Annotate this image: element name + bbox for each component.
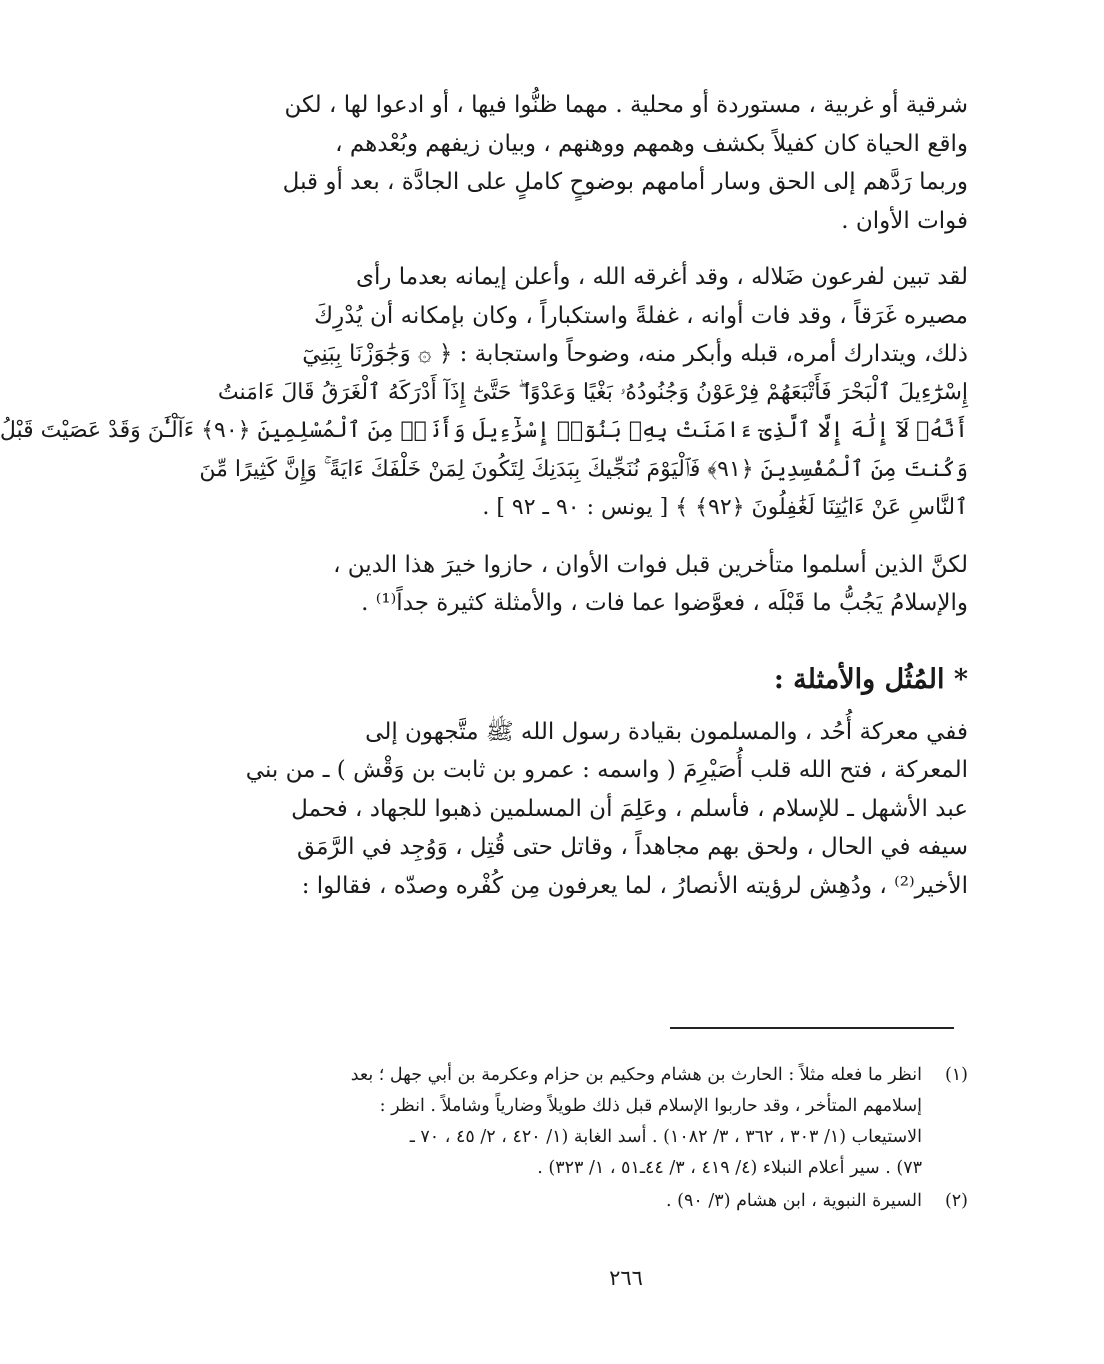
footnote-line: السيرة النبوية ، ابن هشام (٣/ ٩٠) . bbox=[666, 1191, 922, 1211]
page-number: ٢٦٦ bbox=[609, 1266, 643, 1290]
text-line: لقد تبين لفرعون ضَلاله ، وقد أغرقه الله ، وأعلن إيمانه بعدما رأى bbox=[355, 264, 968, 290]
footnote-line: ٧٣) . سير أعلام النبلاء (٤/ ٤١٩ ، ٣/ ٤٤ـ٥١ ، ١/ ٣٢٣) . bbox=[537, 1158, 922, 1178]
paragraph-4 bbox=[245, 713, 968, 906]
quran-verse-line: أَنَّهُۥ لَآ إِلَٰهَ إِلَّا ٱلَّذِىٓ ءَامَنَتْ بِهِۦ بَنُوٓا۟ إِسْرَٰٓءِيلَ وَأَنَا۠ مِنَ ٱلْمُسْلِمِينَ ﴿٩٠﴾ ءَآلْـَٰٔنَ وَقَدْ عَصَيْتَ قَبْلُ bbox=[0, 418, 968, 443]
text-line: ذلك، ويتدارك أمره، قبله وأبكر منه، وضوحاً واستجابة : ﴿ ۞ وَجَٰوَزْنَا بِبَنِيٓ bbox=[302, 341, 968, 367]
footnote-divider bbox=[670, 1027, 954, 1029]
footnotes bbox=[254, 1060, 968, 1219]
footnote-line: إسلامهم المتأخر ، وقد حاربوا الإسلام قبل ذلك طويلاً وضارياً وشاملاً . انظر : bbox=[379, 1096, 922, 1116]
text-line: فوات الأوان . bbox=[841, 207, 968, 234]
paragraph-2-quran-quote bbox=[0, 258, 968, 528]
paragraph-3 bbox=[254, 546, 968, 623]
section-heading: * المُثُل والأمثلة : bbox=[773, 663, 968, 695]
quran-verse-line: وَكُنتَ مِنَ ٱلْمُفْسِدِينَ ﴿٩١﴾ فَٱلْيَوْمَ نُنَجِّيكَ بِبَدَنِكَ لِتَكُونَ لِمَنْ خَلْفَكَ ءَايَةً ۚ وَإِنَّ كَثِيرًا مِّنَ bbox=[199, 456, 968, 482]
footnote-number: (٢) bbox=[944, 1191, 968, 1211]
text-line: الأخير⁽²⁾ ، ودُهِش لرؤيته الأنصارُ ، لما يعرفون مِن كُفْره وصدّه ، فقالوا : bbox=[301, 872, 968, 899]
text-line: ففي معركة أُحُد ، والمسلمون بقيادة رسول الله ﷺ متَّجهون إلى bbox=[365, 718, 968, 745]
paragraph-1 bbox=[254, 86, 968, 240]
text-line: لكنَّ الذين أسلموا متأخرين قبل فوات الأوان ، حازوا خيرَ هذا الدين ، bbox=[333, 551, 968, 578]
footnote-2 bbox=[254, 1186, 968, 1217]
text-line: عبد الأشهل ـ للإسلام ، فأسلم ، وعَلِمَ أن المسلمين ذهبوا للجهاد ، فحمل bbox=[291, 795, 968, 822]
quran-verse-line: إِسْرَٰٓءِيلَ ٱلْبَحْرَ فَأَتْبَعَهُمْ فِرْعَوْنُ وَجُنُودُهُۥ بَغْيًا وَعَدْوًا ۖ حَتَّىٰٓ إِذَآ أَدْرَكَهُ ٱلْغَرَقُ قَالَ ءَامَنتُ bbox=[217, 379, 968, 405]
footnote-line: الاستيعاب (١/ ٣٠٣ ، ٣٦٢ ، ٣/ ١٠٨٢) . أسد الغابة (١/ ٤٢٠ ، ٢/ ٤٥ ، ٧٠ ـ bbox=[409, 1127, 922, 1147]
footnote-number: (١) bbox=[944, 1065, 968, 1085]
text-line: وربما رَدَّهم إلى الحق وسار أمامهم بوضوحٍ كاملٍ على الجادَّة ، بعد أو قبل bbox=[282, 169, 968, 195]
footnote-text bbox=[254, 1060, 922, 1184]
text-line: المعركة ، فتح الله قلب أُصَيْرِمَ ( واسمه : عمرو بن ثابت بن وَقْش ) ـ من بني bbox=[245, 757, 968, 783]
text-line: والإسلامُ يَجُبُّ ما قَبْلَه ، فعوَّضوا عما فات ، والأمثلة كثيرة جداً⁽¹⁾ . bbox=[361, 590, 968, 616]
footnote-line: انظر ما فعله مثلاً : الحارث بن هشام وحكيم بن حزام وعكرمة بن أبي جهل ؛ بعد bbox=[350, 1065, 922, 1085]
quran-verse-line: ٱلنَّاسِ عَنْ ءَايَٰتِنَا لَغَٰفِلُونَ ﴿٩٢﴾ ﴾ [ يونس : ٩٠ ـ ٩٢ ] . bbox=[482, 495, 968, 520]
text-line: مصيره غَرَقاً ، وقد فات أوانه ، غفلةً واستكباراً ، وكان بإمكانه أن يُدْرِكَ bbox=[314, 302, 968, 329]
page-body bbox=[0, 86, 968, 923]
footnote-1 bbox=[254, 1060, 968, 1184]
text-line: شرقية أو غربية ، مستوردة أو محلية . مهما ظنُّوا فيها ، أو ادعوا لها ، لكن bbox=[284, 92, 968, 118]
text-line: واقع الحياة كان كفيلاً بكشف وهمهم ووهنهم ، وبيان زيفهم وبُعْدهم ، bbox=[335, 130, 968, 157]
text-line: سيفه في الحال ، ولحق بهم مجاهداً ، وقاتل حتى قُتِل ، وَوُجِد في الرَّمَق bbox=[296, 834, 968, 860]
footnote-text bbox=[254, 1186, 922, 1217]
